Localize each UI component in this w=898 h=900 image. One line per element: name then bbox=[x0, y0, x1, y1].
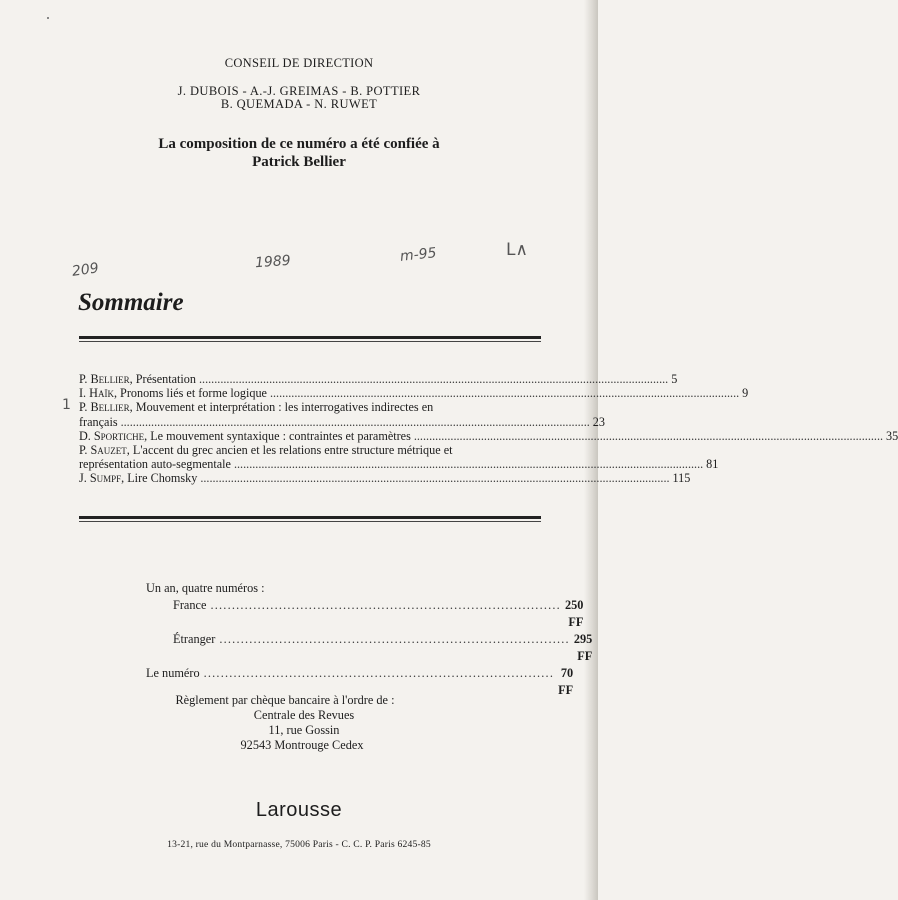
price-label: Étranger bbox=[173, 632, 216, 646]
payment-line3: 11, rue Gossin bbox=[268, 723, 340, 737]
toc-page: 5 bbox=[671, 372, 678, 386]
toc-title: , Présentation bbox=[129, 372, 196, 386]
council-names-line1: J. DUBOIS - A.-J. GREIMAS - B. POTTIER bbox=[177, 84, 421, 98]
toc-leader: .......................................................................................................................................................... bbox=[413, 428, 884, 443]
toc-entry bbox=[79, 471, 691, 486]
publisher-name: Larousse bbox=[255, 799, 343, 821]
composition-line1: La composition de ce numéro a été confiée à bbox=[158, 136, 440, 152]
price-label: France bbox=[173, 598, 207, 612]
toc-leader: .......................................................................................................................................................... bbox=[269, 386, 740, 401]
subscription-heading: Un an, quatre numéros : bbox=[146, 581, 265, 595]
toc-title: , L'accent du grec ancien et les relations entre structure métrique et bbox=[126, 443, 453, 458]
toc-entry bbox=[79, 400, 541, 414]
table-of-contents bbox=[79, 372, 898, 486]
toc-page: 9 bbox=[742, 386, 749, 401]
payment-line4: 92543 Montrouge Cedex bbox=[240, 738, 364, 752]
toc-entry-continued bbox=[79, 414, 605, 429]
summary-bottom-rule bbox=[79, 516, 541, 519]
price-amount: 250 FF bbox=[564, 598, 584, 629]
toc-leader: .......................................................................................................................................................... bbox=[120, 414, 590, 429]
council-title: CONSEIL DE DIRECTION bbox=[224, 56, 374, 70]
toc-page: 35 bbox=[886, 428, 898, 443]
handwritten-note-3: m-95 bbox=[399, 245, 438, 265]
toc-entry bbox=[79, 443, 541, 457]
price-leader: .................................................................................. bbox=[203, 666, 555, 680]
toc-author: I. Haïk bbox=[79, 386, 114, 401]
page-edge-shadow bbox=[584, 0, 598, 900]
price-label: Le numéro bbox=[146, 666, 200, 680]
toc-page: 115 bbox=[672, 471, 691, 486]
toc-entry bbox=[79, 372, 678, 386]
toc-page: 81 bbox=[706, 457, 719, 472]
payment-line1: Règlement par chèque bancaire à l'ordre de : bbox=[175, 693, 395, 707]
handwritten-note-1: 209 bbox=[71, 260, 100, 280]
toc-author: P. Bellier bbox=[79, 372, 130, 386]
toc-title: , Le mouvement syntaxique : contraintes et paramètres bbox=[144, 428, 411, 443]
summary-bottom-rule-thin bbox=[79, 521, 541, 522]
toc-title: , Mouvement et interprétation : les interrogatives indirectes en bbox=[129, 400, 434, 415]
toc-page: 23 bbox=[592, 414, 605, 429]
summary-title: Sommaire bbox=[78, 289, 184, 316]
handwritten-note-4: L∧ bbox=[506, 240, 528, 260]
price-amount: 70 FF bbox=[558, 666, 574, 697]
price-leader: .................................................................................. bbox=[210, 598, 561, 612]
toc-entry-continued bbox=[79, 457, 719, 472]
publisher-address: 13-21, rue du Montparnasse, 75006 Paris - C. C. P. Paris 6245-85 bbox=[167, 839, 431, 850]
toc-author: D. Sportiche bbox=[79, 428, 145, 443]
toc-leader: .......................................................................................................................................................... bbox=[200, 471, 670, 486]
toc-author: P. Sauzet bbox=[79, 443, 127, 458]
handwritten-margin-mark: 1 bbox=[62, 397, 71, 413]
paper-speck bbox=[47, 17, 49, 19]
toc-title: , Pronoms liés et forme logique bbox=[113, 386, 267, 401]
toc-title-continued: français bbox=[79, 414, 118, 429]
price-leader: .................................................................................. bbox=[219, 632, 570, 646]
payment-line2: Centrale des Revues bbox=[253, 708, 355, 722]
toc-entry bbox=[79, 386, 749, 401]
price-row bbox=[146, 597, 584, 631]
price-amount: 295 FF bbox=[573, 632, 593, 663]
toc-title: , Lire Chomsky bbox=[121, 471, 198, 486]
toc-leader: .......................................................................................................................................................... bbox=[233, 457, 704, 472]
toc-title-continued: représentation auto-segmentale bbox=[79, 457, 231, 472]
subscription-block bbox=[146, 580, 593, 699]
toc-leader: .......................................................................................................................................................... bbox=[198, 372, 669, 386]
composition-editor: Patrick Bellier bbox=[252, 154, 346, 170]
council-names-line2: B. QUEMADA - N. RUWET bbox=[220, 97, 378, 111]
toc-author: J. Sumpf bbox=[79, 471, 122, 486]
handwritten-note-2: 1989 bbox=[254, 252, 292, 272]
toc-entry bbox=[79, 428, 898, 443]
summary-top-rule-thin bbox=[79, 341, 541, 342]
payment-info bbox=[0, 693, 598, 753]
toc-author: P. Bellier bbox=[79, 400, 130, 415]
price-row bbox=[146, 631, 593, 665]
summary-top-rule bbox=[79, 336, 541, 339]
